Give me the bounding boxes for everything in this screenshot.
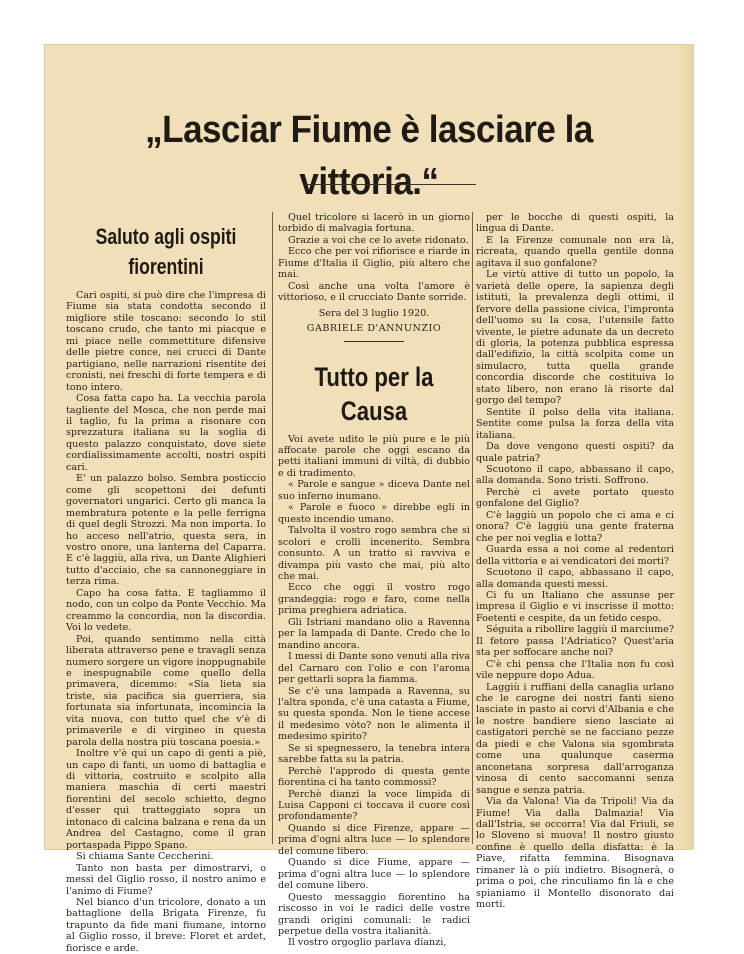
paragraph: Grazie a voi che ce lo avete ridonato. — [288, 234, 469, 246]
paragraph: E' un palazzo bolso. Sembra posticcio come gli scopettoni dei defunti governatori ungarici. Certo gli manca la membratura potente e la pelle ferrigna di quel degli Strozzi. Ma non importa. Io ho acceso nell'atrio, questa sera, in vostro onore, una lanterna del Caparra. E c'è laggiù, alla riva, un Dante Alighieri tutto d'acciaio, che sa cannoneggiare in terza rima. — [66, 473, 266, 588]
column-3 — [476, 212, 674, 911]
paragraph: Quel tricolore si lacerò in un giorno torbido di malvagia fortuna. — [278, 212, 470, 235]
paragraph: Perchè ci avete portato questo gonfalone del Giglio? — [476, 486, 674, 510]
paragraph: « Parole e sangue » diceva Dante nel suo inferno inumano. — [278, 479, 470, 502]
column-1 — [66, 212, 266, 954]
paragraph: Ecco che per voi rifiorisce e riarde in Fiume d'Italia il Giglio, più altero che mai. — [278, 246, 470, 281]
column-divider — [472, 212, 473, 844]
column-divider — [272, 212, 273, 844]
paragraph: Cosa fatta capo ha. La vecchia parola tagliente del Mosca, che non perde mai il taglio, fu la prima a risonare con sprezzatura italiana su la soglia di questo palazzo conquistato, dove siete cordialissimamente accolti, nostri ospiti cari. — [66, 393, 266, 473]
paragraph: Laggiù i ruffiani della canaglia urlano che le carogne dei nostri fanti sieno lasciate in pasto ai corvi d'Albania e che le nostre bandiere sieno lasciate ai castigatori perchè se ne facciano pezze da piedi e che Valona sia sgombrata come una qualunque caserma anconetana sorpresa dall'arroganza vinosa di cento saccomanni senza sangue e senza patria. — [476, 681, 674, 796]
paragraph: Voi avete udito le più pure e le più affocate parole che oggi escano da petti italiani immuni di viltà, di dubbio e di tradimento. — [278, 433, 470, 479]
headline-divider — [306, 184, 476, 185]
paragraph: C'è chi pensa che l'Italia non fu così vile neppure dopo Adua. — [476, 658, 674, 682]
paragraph: Poi, quando sentimmo nella città liberata attraverso pene e travagli senza numero sorgere un vigore inoppugnabile e inespugnabile come quello della primavera, dicemmo: «Sia lieta sia triste, sia pacifica sia guerriera, sia fortunata sia infortunata, incomincia la vita nuova, con tutto quel che v'è di primaverile e di virgineo in questa parola della nostra più toscana poesia.» — [66, 633, 266, 748]
paragraph: Ecco che oggi il vostro rogo grandeggia: rogo e faro, come nella prima preghiera adriatica. — [278, 582, 470, 617]
paragraph: Inoltre v'è qui un capo di genti a piè, un capo di fanti, un uomo di battaglia e di vittoria, costruito e scolpito alla maniera maschia di certi maestri fiorentini del secolo schietto, degno d'esser qui tratteggiato sopra un intonaco di calcina balzana e rena da un Andrea del Castagno, come il gran portaspada Pippo Spano. — [66, 748, 266, 851]
paragraph: Guarda essa a noi come al redentori della vittoria e ai vendicatori dei morti? — [476, 544, 674, 567]
paragraph: Quando si dice Fiume, appare — prima d'ogni altra luce — lo splendore del comune libero. — [278, 857, 470, 892]
paragraph: « Parole e fuoco » direbbe egli in questo incendio umano. — [278, 502, 470, 525]
paragraph: Questo messaggio fiorentino ha riscosso in voi le radici delle vostre grandi origini comunali: le radici perpetue della vostra italianità. — [278, 891, 470, 938]
paragraph: Séguita a ribollire laggiù il marciume? Il fetore passa l'Adriatico? Quest'aria sta per soffocare anche noi? — [476, 624, 674, 659]
headline: „Lasciar Fiume è lasciare la vittoria.“ — [145, 109, 593, 203]
newspaper-page — [44, 44, 694, 954]
signature: GABRIELE D'ANNUNZIO — [306, 323, 442, 335]
paragraph: Talvolta il vostro rogo sembra che si scolori e crolli incenerito. Sembra consunto. A un tratto si ravviva e divampa più vasto che mai, più alto che mai. — [278, 525, 470, 582]
paragraph: Sentite il polso della vita italiana. Sentite come pulsa la forza della vita italiana. — [476, 406, 674, 441]
article-title: Saluto agli ospiti fiorentini — [95, 224, 237, 279]
paragraph: per le bocche di questi ospiti, la lingua di Dante. — [476, 212, 674, 235]
paragraph: Quando si dice Firenze, appare — prima d'ogni altra luce — lo splendore del comune libero. — [278, 822, 470, 857]
dateline: Sera del 3 luglio 1920. — [318, 307, 430, 319]
paragraph: I messi di Dante sono venuti alla riva del Carnaro con l'olio e con l'aroma per gettarli sopra la fiamma. — [278, 651, 470, 686]
article-title: Tutto per la Causa — [314, 361, 434, 426]
paragraph: Perchè dianzi la voce limpida di Luisa Capponi ci toccava il cuore così profondamente? — [278, 788, 470, 823]
paragraph: Via da Valona! Via da Tripoli! Via da Fiume! Via dalla Dalmazia! Via dall'Istria, se occorra! Via dal Friuli, se lo Sloveno si muova! Il nostro giusto confine è quello della disfatta: è la Piave, rifatta femmina. Bisognava rimaner là o più indietro. Bisognerà, o prima o poi, che rinculiamo fin là e che spianiamo il Montello disonorato dai morti. — [476, 796, 674, 911]
paragraph: Scuotono il capo, abbassano il capo, alla domanda. Sono tristi. Soffrono. — [476, 463, 674, 487]
paragraph: Ci fu un Italiano che assunse per impresa il Giglio e vi inscrisse il motto: Foetenti e cespite, da un fetido cespo. — [476, 589, 674, 624]
paragraph: Da dove vengono questi ospiti? da quale patria? — [476, 441, 674, 464]
paragraph: Il vostro orgoglio parlava dianzi, — [288, 937, 447, 949]
column-2 — [278, 212, 470, 949]
paragraph: Se si spegnessero, la tenebra intera sarebbe fatta su la patria. — [278, 742, 470, 766]
paragraph: E la Firenze comunale non era là, ricreata, quando quella gentile donna agitava il suo gonfalone? — [476, 234, 674, 269]
paragraph: Scuotono il capo, abbassano il capo, alla domanda questi messi. — [476, 567, 674, 590]
paragraph: C'è laggiù un popolo che ci ama e ci onora? C'è laggiù una gente fraterna che per noi veglia e lotta? — [476, 509, 674, 544]
paragraph: Nel bianco d'un tricolore, donato a un battaglione della Brigata Firenze, fu trapunto da fide mani fiumane, intorno al Giglio rosso, il breve: Floret et ardet, fiorisce e arde. — [66, 897, 266, 954]
paragraph: Cari ospiti, si può dire che l'impresa di Fiume sia stata condotta secondo il migliore stile toscano: secondo lo stil toscano crudo, che tanto mi piacque e mi piace nelle commettiture difensive delle pietre conce, nei crucci di Dante partigiano, nelle narrazioni risentite dei cronisti, nei freschi di forte tempera e di tono intero. — [66, 290, 266, 393]
paragraph: Così anche una volta l'amore è vittorioso, e il crucciato Dante sorride. — [278, 280, 470, 304]
article-divider — [344, 341, 404, 342]
paragraph: Se c'è una lampada a Ravenna, su l'altra sponda, c'è una catasta a Fiume, su questa sponda. Non le tiene accese il medesimo vòto? non le alimenta il medesimo spirito? — [278, 685, 470, 743]
paragraph: Si chiama Sante Ceccherini. — [76, 851, 214, 863]
paragraph: Capo ha cosa fatta. E tagliammo il nodo, con un colpo da Ponte Vecchio. Ma creammo la concordia, non la discordia. Voi lo vedete. — [66, 587, 266, 634]
paragraph: Gli Istriani mandano olio a Ravenna per la lampada di Dante. Credo che lo mandino ancora. — [278, 616, 470, 651]
paragraph: Tanto non basta per dimostrarvi, o messi del Giglio rosso, il nostro animo e l'animo di Fiume? — [66, 862, 266, 897]
paragraph: Perchè l'approdo di questa gente fiorentina ci ha tanto commossi? — [278, 765, 470, 789]
paragraph: Le virtù attive di tutto un popolo, la varietà delle opere, la sapienza degli istituti, la prevalenza degli ottimi, il fervore della passione civica, l'impronta dell'uomo su la cosa, l'utensile fatto vivente, le pietre adunate da un decreto di gloria, la potenza pubblica espressa dall'edifizio, la città scolpita come un simulacro, tutta quella grande concordia discorde che costituiva lo stato libero, non erano là risorte dal gorgo del tempo? — [476, 269, 674, 407]
